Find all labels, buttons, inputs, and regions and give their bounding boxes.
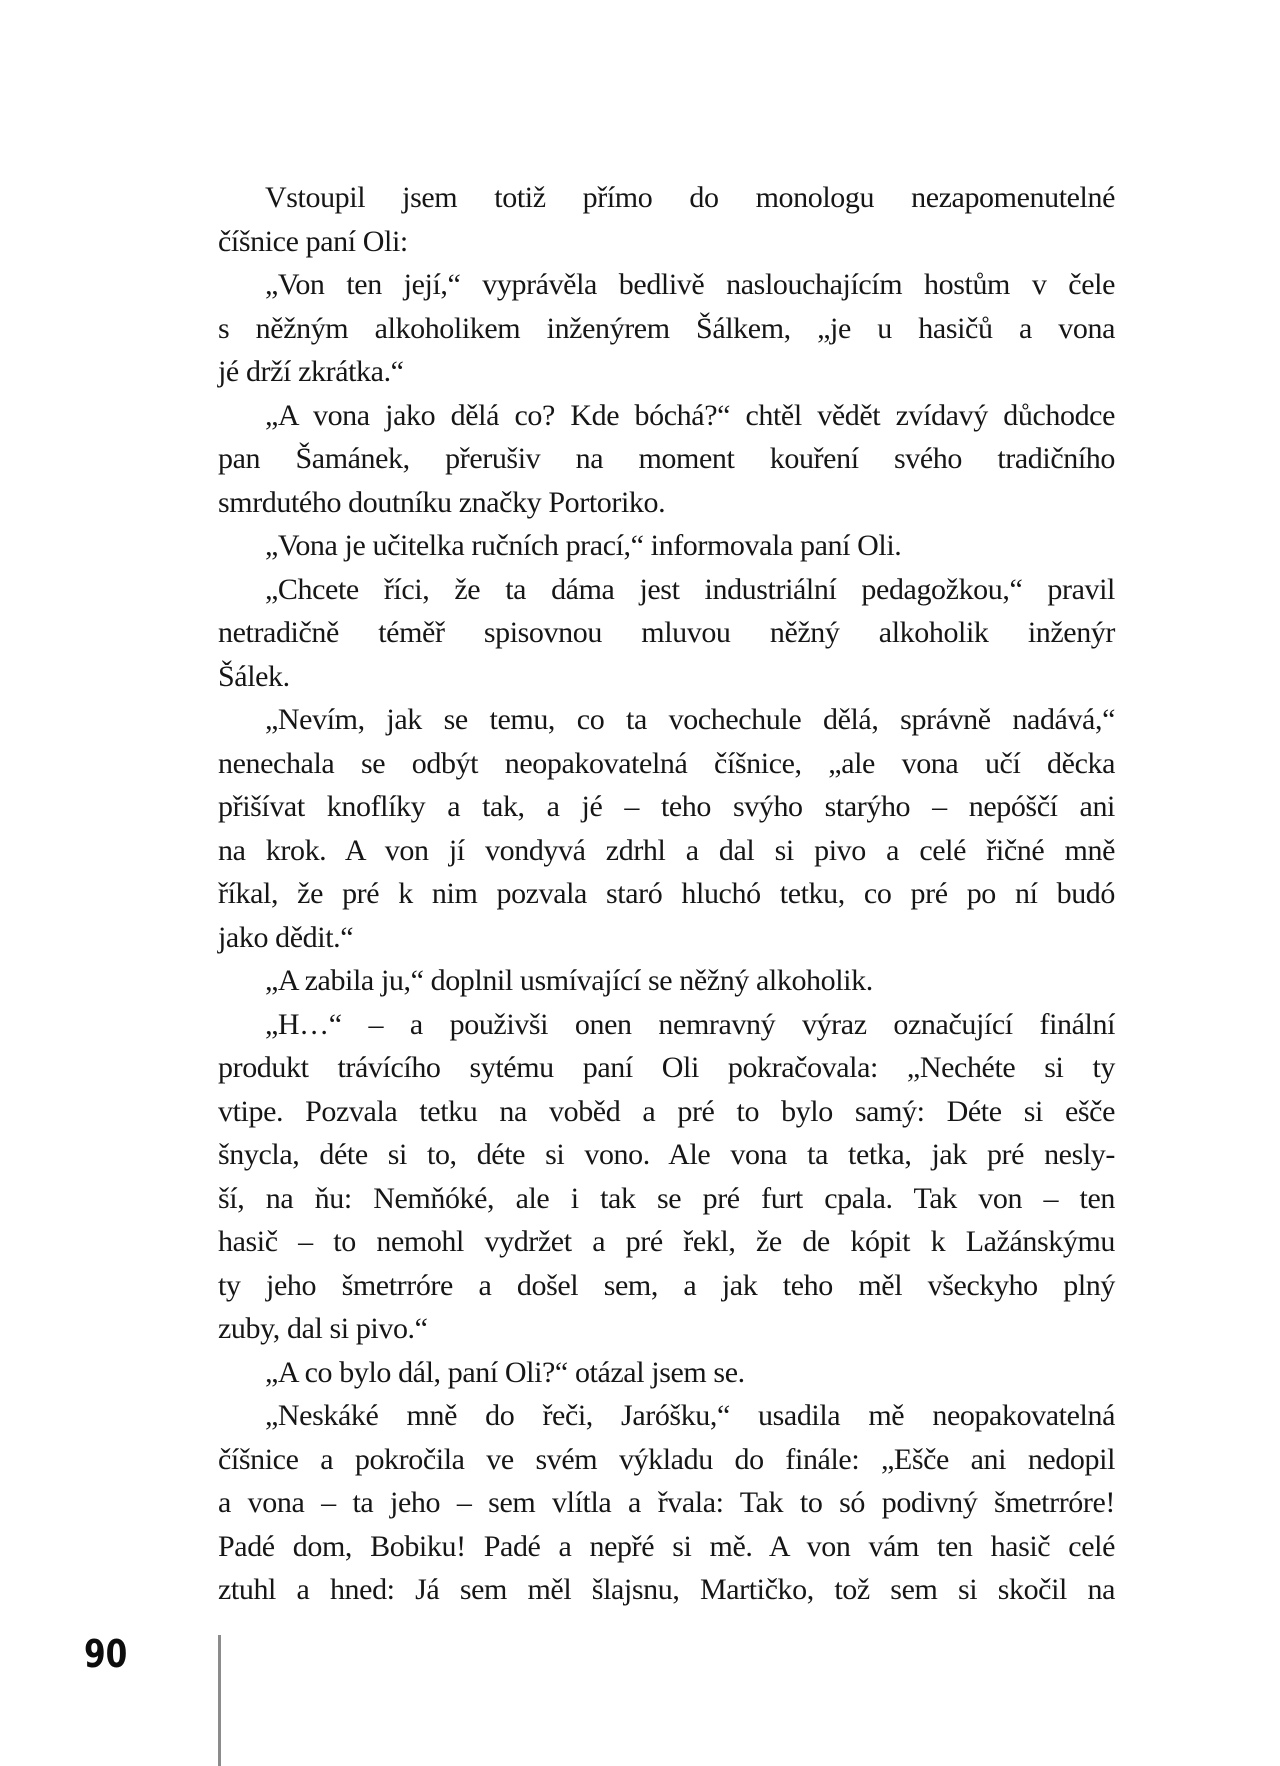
text-line: „Nevím, jak se temu, co ta vochechule dělá, správně nadává,“ xyxy=(265,703,1115,736)
text-line: „A zabila ju,“ doplnil usmívající se něžný alkoholik. xyxy=(265,964,873,997)
text-line: pan Šamánek, přerušiv na moment kouření svého tradičního xyxy=(218,442,1115,475)
text-line: jé drží zkrátka.“ xyxy=(218,355,404,388)
text-line: přišívat knoflíky a tak, a jé – teho svýho starýho – nepóščí ani xyxy=(218,790,1115,823)
text-line: „H…“ – a použivši onen nemravný výraz označující finální xyxy=(265,1007,1115,1041)
text-line: hasič – to nemohl vydržet a pré řekl, že de kópit k Lažánskýmu xyxy=(218,1225,1115,1258)
footer-divider-rule xyxy=(218,1635,221,1766)
text-line: smrdutého doutníku značky Portoriko. xyxy=(218,485,666,519)
text-line: říkal, že pré k nim pozvala staró hluchó tetku, co pré po ní budó xyxy=(218,877,1115,910)
text-line: vtipe. Pozvala tetku na voběd a pré to bylo samý: Déte si ešče xyxy=(218,1094,1115,1128)
text-line: nenechala se odbýt neopakovatelná číšnice, „ale vona učí děcka xyxy=(218,746,1115,780)
text-line: „Vona je učitelka ručních prací,“ informovala paní Oli. xyxy=(265,529,902,562)
text-line: na krok. A von jí vondyvá zdrhl a dal si pivo a celé řičné mně xyxy=(218,833,1115,867)
text-line: netradičně téměř spisovnou mluvou něžný alkoholik inženýr xyxy=(218,616,1115,649)
text-line: jako dědit.“ xyxy=(218,920,354,954)
text-line: šnycla, déte si to, déte si vono. Ale vona ta tetka, jak pré nesly- xyxy=(218,1138,1115,1171)
text-line: Šálek. xyxy=(218,659,290,693)
text-line: „A co bylo dál, paní Oli?“ otázal jsem se. xyxy=(265,1355,745,1389)
text-line: „A vona jako dělá co? Kde bóchá?“ chtěl vědět zvídavý důchodce xyxy=(265,398,1115,432)
text-line: Vstoupil jsem totiž přímo do monologu nezapomenutelné xyxy=(265,181,1115,214)
text-line: číšnice paní Oli: xyxy=(218,224,408,258)
text-line: „Von ten její,“ vyprávěla bedlivě naslouchajícím hostům v čele xyxy=(265,268,1115,301)
text-line: Padé dom, Bobiku! Padé a nepřé si mě. A von vám ten hasič celé xyxy=(218,1529,1115,1563)
text-line: ší, na ňu: Nemňóké, ale i tak se pré furt cpala. Tak von – ten xyxy=(218,1181,1115,1215)
text-line: „Chcete říci, že ta dáma jest industriální pedagožkou,“ pravil xyxy=(265,572,1115,606)
text-line: zuby, dal si pivo.“ xyxy=(218,1312,428,1345)
text-line: číšnice a pokročila ve svém výkladu do finále: „Ešče ani nedopil xyxy=(218,1442,1115,1476)
text-line: produkt trávícího sytému paní Oli pokračovala: „Nechéte si ty xyxy=(218,1051,1115,1084)
text-line: ty jeho šmetrróre a došel sem, a jak teho měl všeckyho plný xyxy=(218,1268,1115,1302)
text-line: a vona – ta jeho – sem vlítla a řvala: Tak to só podivný šmetrróre! xyxy=(218,1486,1115,1519)
book-page-text xyxy=(218,176,1115,1612)
text-line: „Neskáké mně do řeči, Jaróšku,“ usadila mě neopakovatelná xyxy=(265,1399,1115,1432)
text-line: ztuhl a hned: Já sem měl šlajsnu, Martičko, tož sem si skočil na xyxy=(218,1573,1115,1606)
text-line: s něžným alkoholikem inženýrem Šálkem, „je u hasičů a vona xyxy=(218,311,1115,345)
page-number: 90 xyxy=(84,1632,128,1676)
